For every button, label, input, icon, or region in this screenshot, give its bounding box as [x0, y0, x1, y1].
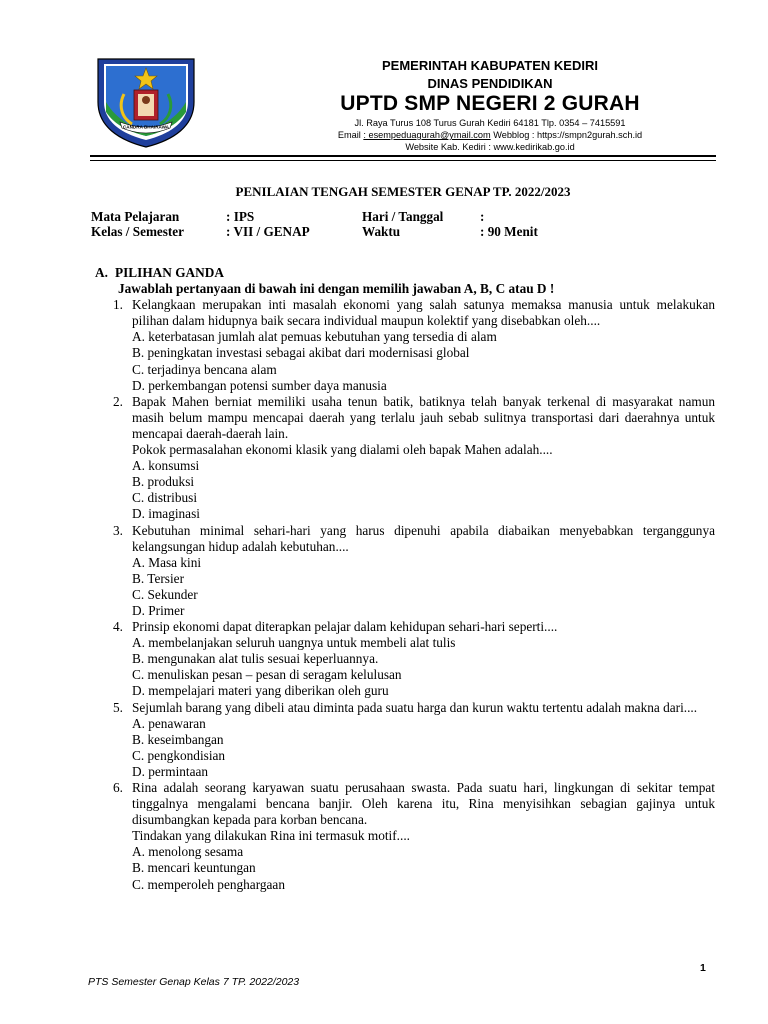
email-link[interactable]: : esempeduagurah@ymail.com	[363, 130, 491, 140]
answer-option: D. Primer	[132, 602, 185, 618]
letterhead-department: DINAS PENDIDIKAN	[427, 76, 553, 91]
webblog-text: Webblog : https://smpn2gurah.sch.id	[490, 130, 643, 140]
time-label: Waktu	[362, 224, 401, 239]
letterhead-address: Jl. Raya Turus 108 Turus Gurah Kediri 64181 Tlp. 0354 – 7415591	[354, 118, 626, 128]
question-prompt: Pokok permasalahan ekonomi klasik yang dialami oleh bapak Mahen adalah....	[132, 442, 553, 458]
answer-option: B. keseimbangan	[132, 731, 224, 747]
question-number: 6.	[113, 780, 123, 795]
class-value: : VII / GENAP	[226, 224, 310, 239]
answer-option: B. peningkatan investasi sebagai akibat dari modernisasi global	[132, 345, 470, 361]
answer-option: C. menuliskan pesan – pesan di seragam kelulusan	[132, 667, 402, 683]
time-value: : 90 Menit	[480, 224, 538, 239]
answer-option: A. membelanjakan seluruh uangnya untuk membeli alat tulis	[132, 635, 456, 651]
question-stem: Bapak Mahen berniat memiliki usaha tenun batik, batiknya telah banyak terkenal di masyarakat namun masih belum mampu mencapai daerah yang terlalu jauh sebab sulitnya transportasi dari daerahnya untuk mencapai daerah-daerah lain.	[132, 393, 715, 441]
answer-option: A. penawaran	[132, 715, 206, 731]
letterhead-school-name: UPTD SMP NEGERI 2 GURAH	[340, 92, 640, 115]
question-stem: Rina adalah seorang karyawan suatu perusahaan swasta. Pada suatu hari, lingkungan di sekitar tempat tinggalnya mengalami bencana banjir. Oleh karena itu, Rina menyisihkan sebagian gajinya untuk disumbangkan kepada para korban bencana.	[132, 780, 715, 828]
letterhead-contact	[210, 130, 768, 140]
question-number: 5.	[113, 699, 123, 715]
answer-option: C. Sekunder	[132, 586, 198, 602]
question-list	[95, 297, 715, 892]
answer-option: D. mempelajari materi yang diberikan oleh guru	[132, 683, 389, 699]
question-4	[95, 619, 715, 699]
question-1	[95, 297, 715, 394]
answer-option: D. imaginasi	[132, 506, 200, 522]
answer-option: B. mengunakan alat tulis sesuai keperluannya.	[132, 651, 379, 667]
question-number: 1.	[113, 297, 123, 313]
letterhead-divider-thin	[90, 160, 716, 161]
answer-option: A. keterbatasan jumlah alat pemuas kebutuhan yang tersedia di alam	[132, 329, 497, 345]
question-stem: Prinsip ekonomi dapat diterapkan pelajar dalam kehidupan sehari-hari seperti....	[132, 619, 558, 635]
kabupaten-kediri-logo	[94, 56, 198, 148]
answer-option: A. konsumsi	[132, 458, 200, 474]
section-heading	[95, 265, 715, 281]
answer-option: A. menolong sesama	[132, 844, 244, 860]
answer-option: C. pengkondisian	[132, 747, 226, 763]
section-title: PILIHAN GANDA	[115, 265, 224, 280]
question-number: 2.	[113, 393, 123, 409]
answer-option: C. terjadinya bencana alam	[132, 361, 277, 377]
question-section	[95, 265, 715, 893]
date-label: Hari / Tanggal	[362, 209, 444, 224]
section-instruction: Jawablah pertanyaan di bawah ini dengan memilih jawaban A, B, C atau D !	[118, 281, 555, 297]
section-letter: A.	[95, 265, 108, 280]
answer-option: A. Masa kini	[132, 554, 202, 570]
answer-option: B. mencari keuntungan	[132, 860, 256, 876]
exam-title: PENILAIAN TENGAH SEMESTER GENAP TP. 2022/2023	[235, 184, 571, 199]
question-number: 4.	[113, 619, 123, 635]
letterhead-government: PEMERINTAH KABUPATEN KEDIRI	[382, 58, 598, 73]
question-2	[95, 394, 715, 523]
question-stem: Kelangkaan merupakan inti masalah ekonomi yang salah satunya memaksa manusia untuk melakukan pilihan dalam hidupnya baik secara individual maupun kolektif yang disebabkan oleh....	[132, 297, 715, 329]
letterhead-website: Website Kab. Kediri : www.kedirikab.go.id	[405, 142, 575, 152]
logo-ribbon-text: CANDRA BHAIRAWA	[122, 124, 170, 130]
date-value: :	[480, 209, 485, 224]
answer-option: C. distribusi	[132, 490, 198, 506]
subject-value: : IPS	[226, 209, 255, 224]
email-label: Email	[337, 130, 361, 140]
answer-option: D. permintaan	[132, 763, 209, 779]
class-label: Kelas / Semester	[91, 224, 185, 239]
question-3	[95, 523, 715, 620]
footer-text: PTS Semester Genap Kelas 7 TP. 2022/2023	[88, 976, 300, 988]
question-stem: Kebutuhan minimal sehari-hari yang harus dipenuhi apabila diabaikan menyebabkan terganggunya kelangsungan hidup adalah kebutuhan....	[132, 522, 715, 554]
answer-option: C. memperoleh penghargaan	[132, 876, 285, 892]
subject-label: Mata Pelajaran	[91, 209, 180, 224]
question-5	[95, 700, 715, 780]
question-stem: Sejumlah barang yang dibeli atau diminta pada suatu harga dan kurun waktu tertentu adalah makna dari....	[132, 699, 698, 715]
answer-option: D. perkembangan potensi sumber daya manusia	[132, 377, 387, 393]
answer-option: B. produksi	[132, 474, 195, 490]
letterhead-divider-thick	[90, 155, 716, 157]
question-6	[95, 780, 715, 893]
answer-option: B. Tersier	[132, 570, 184, 586]
question-number: 3.	[113, 522, 123, 538]
question-prompt: Tindakan yang dilakukan Rina ini termasuk motif....	[132, 828, 410, 844]
page-number: 1	[700, 962, 706, 974]
